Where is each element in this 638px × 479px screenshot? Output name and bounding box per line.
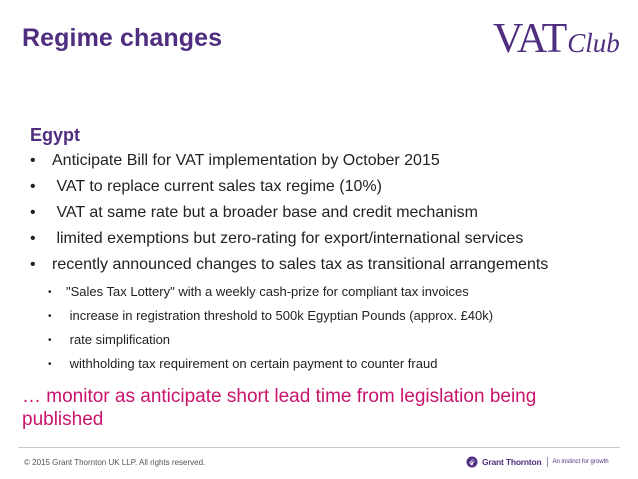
sub-bullet-glyph: • <box>48 335 52 346</box>
vat-club-logo <box>493 18 620 60</box>
bullet-item <box>30 256 630 274</box>
bullet-text: VAT to replace current sales tax regime (10%) <box>52 178 382 195</box>
grant-thornton-name: Grant Thornton <box>482 457 542 467</box>
sub-bullet-item <box>48 332 628 347</box>
logo-club-text: Club <box>567 28 620 58</box>
sub-bullet-text: increase in registration threshold to 500k Egyptian Pounds (approx. £40k) <box>66 308 494 323</box>
section-heading: Egypt <box>30 125 81 145</box>
footer-divider <box>18 447 620 448</box>
bullet-glyph: • <box>30 152 36 169</box>
bullet-text: Anticipate Bill for VAT implementation by October 2015 <box>52 152 440 169</box>
sub-bullet-glyph: • <box>48 287 52 298</box>
sub-bullet-text: rate simplification <box>66 332 171 347</box>
sub-bullet-item <box>48 356 628 371</box>
bullet-text: VAT at same rate but a broader base and credit mechanism <box>52 204 478 221</box>
grant-thornton-mark-icon <box>466 456 478 468</box>
sub-bullet-glyph: • <box>48 311 52 322</box>
bullet-item <box>30 230 630 248</box>
bullet-item <box>30 152 630 170</box>
bullet-text: recently announced changes to sales tax as transitional arrangements <box>52 256 549 273</box>
monitor-note-line: published <box>22 409 104 430</box>
logo-vat-text: VAT <box>493 16 567 62</box>
sub-bullet-item <box>48 284 628 299</box>
slide-title: Regime changes <box>22 24 223 52</box>
bullet-item <box>30 204 630 222</box>
monitor-note-line: … monitor as anticipate short lead time from legislation being <box>22 386 537 407</box>
footer-logo-separator <box>547 457 548 467</box>
bullet-glyph: • <box>30 204 36 221</box>
sub-bullet-item <box>48 308 628 323</box>
copyright-text: © 2015 Grant Thornton UK LLP. All rights reserved. <box>24 458 206 467</box>
bullet-item <box>30 178 630 196</box>
sub-bullet-text: withholding tax requirement on certain payment to counter fraud <box>66 356 438 371</box>
sub-bullet-glyph: • <box>48 359 52 370</box>
bullet-glyph: • <box>30 178 36 195</box>
sub-bullet-text: "Sales Tax Lottery" with a weekly cash-prize for compliant tax invoices <box>66 284 469 299</box>
monitor-note <box>22 385 622 431</box>
grant-thornton-logo <box>466 455 609 469</box>
bullet-glyph: • <box>30 230 36 247</box>
bullet-text: limited exemptions but zero-rating for export/international services <box>52 230 524 247</box>
bullet-glyph: • <box>30 256 36 273</box>
grant-thornton-tagline: An instinct for growth <box>552 459 609 465</box>
